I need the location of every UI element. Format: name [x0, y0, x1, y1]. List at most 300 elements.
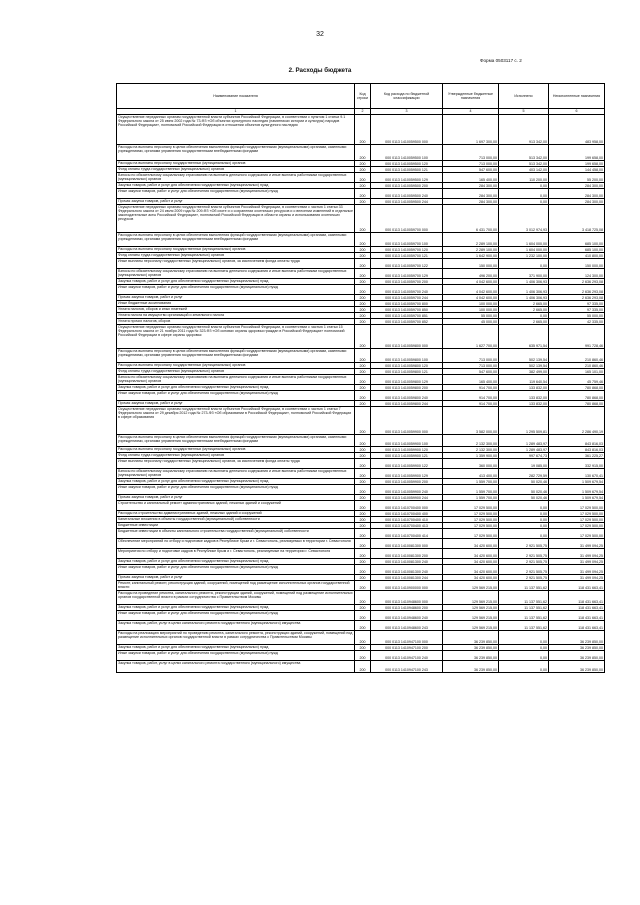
column-number: 6 [549, 109, 605, 115]
row-classification-cell: 000 0113 1410059700 122 [371, 259, 443, 269]
table-row [117, 611, 605, 621]
row-executed-cell: 1 604 000,00 [499, 233, 549, 247]
row-unexecuted-cell: 124 300,00 [549, 269, 605, 279]
table-row [117, 549, 605, 559]
table-row [117, 651, 605, 661]
row-code-cell: 200 [355, 591, 371, 605]
row-code-cell: 200 [355, 145, 371, 161]
row-approved-cell: 4 042 600,00 [443, 295, 499, 301]
row-classification-cell: 000 0113 1410059800 240 [371, 391, 443, 401]
row-approved-cell: 3 582 000,00 [443, 407, 499, 435]
row-executed-cell: 2 921 505,75 [499, 549, 549, 559]
row-executed-cell: 50 020,46 [499, 495, 549, 501]
row-executed-cell: 11 137 551,62 [499, 581, 549, 591]
column-number: 5 [499, 109, 549, 115]
row-approved-cell: 914 700,00 [443, 385, 499, 391]
header-code: Код строки [355, 84, 371, 109]
row-unexecuted-cell: 97 335,00 [549, 307, 605, 313]
row-classification-cell: 000 0113 1410059700 129 [371, 269, 443, 279]
row-unexecuted-cell: 3 418 725,08 [549, 205, 605, 233]
row-unexecuted-cell: 210 860,46 [549, 349, 605, 363]
row-classification-cell: 000 0113 1410059900 244 [371, 495, 443, 501]
row-approved-cell: 284 300,00 [443, 189, 499, 199]
table-row [117, 269, 605, 279]
row-unexecuted-cell: 42 335,00 [549, 319, 605, 325]
row-executed-cell: 502 139,54 [499, 349, 549, 363]
header-classification: Код расхода по бюджетной классификации [371, 84, 443, 109]
row-unexecuted-cell: 2 636 293,08 [549, 285, 605, 295]
row-unexecuted-cell: 1 509 679,54 [549, 479, 605, 485]
table-row [117, 459, 605, 469]
row-name-cell: Закупка товаров, работ, услуг в целях капитального ремонта государственного (муниципального) имущества [117, 621, 355, 631]
table-row [117, 233, 605, 247]
row-approved-cell: 129 569 215,00 [443, 591, 499, 605]
row-approved-cell: 36 239 850,00 [443, 631, 499, 645]
row-name-cell: Иные закупки товаров, работ и услуг для обеспечения государственных (муниципальных) нужд [117, 651, 355, 661]
row-name-cell: Расходы на выплаты персоналу в целях обеспечения выполнения функций государственными (муниципальными) органами, казенными учреждениями, органами управления государственными внебюджетными фондами [117, 145, 355, 161]
row-approved-cell: 284 300,00 [443, 199, 499, 205]
row-classification-cell: 000 0113 1410059900 000 [371, 407, 443, 435]
row-classification-cell: 000 0113 1410081300 200 [371, 549, 443, 559]
row-unexecuted-cell: 1 509 679,54 [549, 495, 605, 501]
row-code-cell: 200 [355, 559, 371, 565]
row-code-cell: 200 [355, 453, 371, 459]
row-classification-cell: 000 0113 1410947100 243 [371, 661, 443, 673]
row-approved-cell: 1 559 700,00 [443, 479, 499, 485]
row-classification-cell: 000 0113 1410700400 410 [371, 517, 443, 523]
row-classification-cell: 000 0113 1410081300 000 [371, 539, 443, 549]
row-classification-cell: 000 0113 1410059700 850 [371, 307, 443, 313]
row-name-cell: Обеспечение мероприятий по отбору и подготовке кадров в Республике Крым и г. Севастополь, реализуемых в территории г. Севастополя [117, 539, 355, 549]
row-approved-cell: 1 627 700,00 [443, 325, 499, 349]
row-name-cell: Мероприятия по отбору и подготовке кадров в Республике Крым и г. Севастополь, реализуемые на территории г. Севастополя [117, 549, 355, 559]
row-unexecuted-cell: 2 636 293,08 [549, 295, 605, 301]
table-row [117, 581, 605, 591]
row-executed-cell: 1 295 509,81 [499, 407, 549, 435]
row-classification-cell: 000 0113 1410059700 200 [371, 279, 443, 285]
row-approved-cell: 129 569 215,00 [443, 621, 499, 631]
row-approved-cell: 34 420 600,00 [443, 539, 499, 549]
row-approved-cell: 129 569 215,00 [443, 605, 499, 611]
row-approved-cell: 17 029 500,00 [443, 523, 499, 529]
row-name-cell: Расходы на выплаты персоналу государственных (муниципальных) органов [117, 161, 355, 167]
table-row [117, 375, 605, 385]
row-code-cell: 200 [355, 549, 371, 559]
row-classification-cell: 000 0113 1410059700 800 [371, 301, 443, 307]
row-unexecuted-cell: 31 499 094,25 [549, 539, 605, 549]
row-name-cell: Закупка товаров, работ и услуг для обеспечения государственных (муниципальных) нужд [117, 605, 355, 611]
row-code-cell: 200 [355, 247, 371, 253]
table-row [117, 349, 605, 363]
row-classification-cell: 000 0113 1410700400 413 [371, 523, 443, 529]
row-executed-cell: 110 200,00 [499, 173, 549, 183]
row-code-cell: 200 [355, 645, 371, 651]
row-unexecuted-cell: 17 029 500,00 [549, 501, 605, 511]
column-number: 2 [355, 109, 371, 115]
row-code-cell: 200 [355, 459, 371, 469]
row-executed-cell: 0,00 [499, 517, 549, 523]
row-executed-cell: 513 342,00 [499, 161, 549, 167]
row-approved-cell: 2 132 300,00 [443, 435, 499, 447]
row-code-cell: 200 [355, 611, 371, 621]
row-code-cell: 200 [355, 385, 371, 391]
row-name-cell: Фонд оплаты труда государственных (муниципальных) органов [117, 453, 355, 459]
row-approved-cell: 129 569 215,00 [443, 611, 499, 621]
row-name-cell: Взносы по обязательному социальному страхованию на выплаты денежного содержания и иные выплаты работникам государственных (муниципальных) органов [117, 269, 355, 279]
table-row [117, 391, 605, 401]
row-executed-cell: 0,00 [499, 189, 549, 199]
row-unexecuted-cell: 410 800,00 [549, 253, 605, 259]
row-code-cell: 200 [355, 517, 371, 523]
table-row [117, 529, 605, 539]
row-code-cell: 200 [355, 529, 371, 539]
row-unexecuted-cell: 199 658,00 [549, 145, 605, 161]
row-code-cell: 200 [355, 253, 371, 259]
row-unexecuted-cell: 284 300,00 [549, 183, 605, 189]
row-name-cell: Расходы на выплаты персоналу в целях обеспечения выполнения функций государственными (муниципальными) органами, казенными учреждениями, органами управления государственными внебюджетными фондами [117, 233, 355, 247]
row-unexecuted-cell: 118 431 663,41 [549, 605, 605, 611]
row-name-cell: Закупка товаров, работ, услуг в целях капитального ремонта государственного (муниципального) имущества [117, 661, 355, 673]
row-code-cell: 200 [355, 539, 371, 549]
row-executed-cell: 282 729,59 [499, 469, 549, 479]
row-approved-cell: 36 239 850,00 [443, 651, 499, 661]
table-row [117, 145, 605, 161]
row-name-cell: Закупка товаров, работ и услуг для обеспечения государственных (муниципальных) нужд [117, 279, 355, 285]
row-classification-cell: 000 0113 1410059800 129 [371, 375, 443, 385]
row-code-cell: 200 [355, 319, 371, 325]
row-classification-cell: 000 0113 1410059800 244 [371, 401, 443, 407]
row-executed-cell: 0,00 [499, 511, 549, 517]
header-approved: Утвержденные бюджетные назначения [443, 84, 499, 109]
row-code-cell: 200 [355, 501, 371, 511]
row-executed-cell: 0,00 [499, 651, 549, 661]
row-name-cell: Расходы на строительство административных зданий, нежилых зданий и сооружений [117, 511, 355, 517]
row-name-cell: Расходы на выплаты персоналу в целях обеспечения выполнения функций государственными (муниципальными) органами, казенными учреждениями, органами управления государственными внебюджетными фондами [117, 349, 355, 363]
row-approved-cell: 17 029 500,00 [443, 511, 499, 517]
row-unexecuted-cell: 36 239 850,00 [549, 651, 605, 661]
row-approved-cell: 914 700,00 [443, 401, 499, 407]
row-approved-cell: 1 559 700,00 [443, 495, 499, 501]
row-unexecuted-cell: 31 499 094,25 [549, 549, 605, 559]
table-row [117, 661, 605, 673]
row-code-cell: 200 [355, 631, 371, 645]
row-executed-cell: 11 137 551,62 [499, 591, 549, 605]
row-code-cell: 200 [355, 565, 371, 575]
table-row [117, 173, 605, 183]
row-code-cell: 200 [355, 269, 371, 279]
row-classification-cell: 000 0113 1410059900 200 [371, 479, 443, 485]
row-classification-cell: 000 0113 1410059500 121 [371, 167, 443, 173]
row-executed-cell: 1 232 100,00 [499, 253, 549, 259]
row-name-cell: Ремонт, капитальный ремонт, реконструкция зданий, сооружений, помещений под размещение исполнительных органов государственной власти [117, 581, 355, 591]
row-name-cell: Расходы на выплаты персоналу в целях обеспечения выполнения функций государственными (муниципальными) органами, казенными учреждениями, органами управления государственными внебюджетными фондами [117, 435, 355, 447]
row-code-cell: 200 [355, 259, 371, 269]
row-code-cell: 200 [355, 511, 371, 517]
row-code-cell: 200 [355, 279, 371, 285]
row-executed-cell: 133 832,00 [499, 391, 549, 401]
row-code-cell: 200 [355, 307, 371, 313]
row-unexecuted-cell: 130 670,41 [549, 469, 605, 479]
row-unexecuted-cell: 2 286 490,19 [549, 407, 605, 435]
row-unexecuted-cell: 332 915,00 [549, 459, 605, 469]
row-name-cell: Уплата налога на имущество организаций и земельного налога [117, 313, 355, 319]
row-executed-cell: 502 139,54 [499, 363, 549, 369]
row-executed-cell: 1 289 483,97 [499, 435, 549, 447]
row-name-cell: Закупка товаров, работ и услуг для обеспечения государственных (муниципальных) нужд [117, 385, 355, 391]
row-classification-cell: 000 0113 1410059700 852 [371, 319, 443, 325]
row-classification-cell: 000 0113 1410059900 129 [371, 469, 443, 479]
row-unexecuted-cell: 199 658,00 [549, 161, 605, 167]
row-approved-cell: 34 420 600,00 [443, 575, 499, 581]
row-classification-cell: 000 0113 1410947100 200 [371, 645, 443, 651]
row-classification-cell: 000 0113 1410059700 100 [371, 233, 443, 247]
row-unexecuted-cell: 55 000,00 [549, 313, 605, 319]
row-name-cell: Фонд оплаты труда государственных (муниципальных) органов [117, 369, 355, 375]
table-body [117, 115, 605, 673]
row-executed-cell: 2 921 505,75 [499, 559, 549, 565]
row-classification-cell: 000 0113 1410700400 000 [371, 501, 443, 511]
row-executed-cell: 382 499,00 [499, 369, 549, 375]
row-classification-cell: 000 0113 1410059500 244 [371, 199, 443, 205]
row-code-cell: 200 [355, 233, 371, 247]
row-approved-cell: 100 000,00 [443, 301, 499, 307]
row-approved-cell: 45 000,00 [443, 319, 499, 325]
row-unexecuted-cell: 118 431 663,41 [549, 581, 605, 591]
row-code-cell: 200 [355, 167, 371, 173]
row-unexecuted-cell: 118 431 663,41 [549, 591, 605, 605]
row-approved-cell: 2 289 100,00 [443, 233, 499, 247]
row-approved-cell: 55 000,00 [443, 313, 499, 319]
row-approved-cell: 413 400,00 [443, 469, 499, 479]
table-header-row [117, 84, 605, 109]
row-name-cell: Иные закупки товаров, работ и услуг для обеспечения государственных (муниципальных) нужд [117, 285, 355, 295]
table-row [117, 621, 605, 631]
row-code-cell: 200 [355, 115, 371, 145]
table-row [117, 189, 605, 199]
table-row [117, 259, 605, 269]
section-title: 2. Расходы бюджета [288, 67, 352, 74]
row-executed-cell: 0,00 [499, 259, 549, 269]
row-code-cell: 200 [355, 581, 371, 591]
row-executed-cell: 2 921 505,75 [499, 575, 549, 581]
row-name-cell: Фонд оплаты труда государственных (муниципальных) органов [117, 167, 355, 173]
row-name-cell: Иные закупки товаров, работ и услуг для обеспечения государственных (муниципальных) нужд [117, 485, 355, 495]
row-code-cell: 200 [355, 605, 371, 611]
row-unexecuted-cell: 210 860,46 [549, 363, 605, 369]
row-approved-cell: 713 000,00 [443, 363, 499, 369]
row-approved-cell: 2 132 300,00 [443, 447, 499, 453]
row-code-cell: 200 [355, 621, 371, 631]
row-classification-cell: 000 0113 1410081300 240 [371, 559, 443, 565]
table-row [117, 469, 605, 479]
row-name-cell: Закупка товаров, работ и услуг для обеспечения государственных (муниципальных) нужд [117, 645, 355, 651]
row-code-cell: 200 [355, 285, 371, 295]
row-executed-cell: 1 604 000,00 [499, 247, 549, 253]
row-unexecuted-cell: 361 225,27 [549, 453, 605, 459]
row-approved-cell: 547 600,00 [443, 369, 499, 375]
row-name-cell: Бюджетные инвестиции в объекты капитального строительства государственной (муниципальной) собственности [117, 529, 355, 539]
row-classification-cell: 000 0113 1410900000 000 [371, 581, 443, 591]
row-unexecuted-cell: 97 335,00 [549, 301, 605, 307]
header-unexecuted: Неисполненные назначения [549, 84, 605, 109]
row-code-cell: 200 [355, 485, 371, 495]
table-row [117, 325, 605, 349]
row-code-cell: 200 [355, 575, 371, 581]
row-name-cell: Закупка товаров, работ и услуг для обеспечения государственных (муниципальных) нужд [117, 183, 355, 189]
row-code-cell: 200 [355, 435, 371, 447]
row-unexecuted-cell: 45 759,46 [549, 375, 605, 385]
row-code-cell: 200 [355, 407, 371, 435]
row-name-cell: Осуществление переданных органам государственной власти субъектов Российской Федерации, в соответствии с частью 1 статьи 7 Федерального закона от 29 декабря 2012 года № 273-ФЗ «Об образовании в Российской Федерации», полномочий Российской Федерации в сфере образования [117, 407, 355, 435]
row-executed-cell: 11 137 551,62 [499, 605, 549, 611]
row-unexecuted-cell: 843 816,03 [549, 435, 605, 447]
row-name-cell: Расходы на выплаты персоналу государственных (муниципальных) органов [117, 363, 355, 369]
row-executed-cell: 119 640,54 [499, 375, 549, 385]
row-executed-cell: 0,00 [499, 661, 549, 673]
row-name-cell: Прочая закупка товаров, работ и услуг [117, 199, 355, 205]
table-row [117, 631, 605, 645]
row-code-cell: 200 [355, 325, 371, 349]
row-approved-cell: 34 420 600,00 [443, 565, 499, 575]
header-executed: Исполнено [499, 84, 549, 109]
row-name-cell: Капитальные вложения в объекты государственной (муниципальной) собственности [117, 517, 355, 523]
row-approved-cell: 17 029 500,00 [443, 501, 499, 511]
row-name-cell: Фонд оплаты труда государственных (муниципальных) органов [117, 253, 355, 259]
row-unexecuted-cell: 17 029 500,00 [549, 517, 605, 523]
row-unexecuted-cell: 991 728,46 [549, 325, 605, 349]
page-number: 32 [316, 31, 324, 38]
row-name-cell: Иные закупки товаров, работ и услуг для обеспечения государственных (муниципальных) нужд [117, 391, 355, 401]
row-classification-cell: 000 0113 1410059800 100 [371, 349, 443, 363]
row-unexecuted-cell: 150 000,00 [549, 259, 605, 269]
row-unexecuted-cell: 483 958,00 [549, 115, 605, 145]
row-classification-cell: 000 0113 1410947100 000 [371, 631, 443, 645]
table-row [117, 591, 605, 605]
row-unexecuted-cell: 31 499 094,25 [549, 559, 605, 565]
row-executed-cell: 0,00 [499, 631, 549, 645]
table-row [117, 435, 605, 447]
row-classification-cell: 000 0113 1410948600 243 [371, 621, 443, 631]
row-classification-cell: 000 0113 1410700400 400 [371, 511, 443, 517]
row-unexecuted-cell: 685 100,00 [549, 233, 605, 247]
row-classification-cell: 000 0113 1410700400 414 [371, 529, 443, 539]
row-approved-cell: 4 042 600,00 [443, 285, 499, 295]
row-approved-cell: 1 359 900,00 [443, 453, 499, 459]
row-executed-cell: 2 921 505,75 [499, 565, 549, 575]
row-code-cell: 200 [355, 523, 371, 529]
row-approved-cell: 1 559 700,00 [443, 485, 499, 495]
row-unexecuted-cell: 17 029 500,00 [549, 523, 605, 529]
row-classification-cell: 000 0113 1410059500 120 [371, 161, 443, 167]
row-executed-cell: 0,00 [499, 199, 549, 205]
row-unexecuted-cell: 780 868,00 [549, 385, 605, 391]
row-unexecuted-cell: 685 100,00 [549, 247, 605, 253]
row-name-cell: Прочая закупка товаров, работ и услуг [117, 575, 355, 581]
row-code-cell: 200 [355, 391, 371, 401]
row-approved-cell: 284 300,00 [443, 183, 499, 189]
row-classification-cell: 000 0113 1410081300 244 [371, 575, 443, 581]
row-classification-cell: 000 0113 1410059800 120 [371, 363, 443, 369]
row-code-cell: 200 [355, 369, 371, 375]
row-executed-cell: 0,00 [499, 529, 549, 539]
row-approved-cell: 1 642 900,00 [443, 253, 499, 259]
row-classification-cell: 000 0113 1410947100 240 [371, 651, 443, 661]
row-unexecuted-cell: 2 636 293,08 [549, 279, 605, 285]
row-code-cell: 200 [355, 161, 371, 167]
row-executed-cell: 0,00 [499, 183, 549, 189]
row-classification-cell: 000 0113 1410059700 851 [371, 313, 443, 319]
row-name-cell: Строительство и капитальный ремонт административных зданий, нежилых зданий и сооружений [117, 501, 355, 511]
row-classification-cell: 000 0113 1410059500 240 [371, 189, 443, 199]
expenditure-table [116, 83, 605, 673]
row-classification-cell: 000 0113 1410059500 129 [371, 173, 443, 183]
row-executed-cell: 513 342,00 [499, 145, 549, 161]
row-code-cell: 200 [355, 295, 371, 301]
table-row [117, 539, 605, 549]
row-name-cell: Закупка товаров, работ и услуг для обеспечения государственных (муниципальных) нужд [117, 479, 355, 485]
row-name-cell: Расходы на реализацию мероприятий по проведению ремонта, капитального ремонта, реконструкции зданий, сооружений, помещений под размещение исполнительных органов государственной власти в рамках сотрудничества с Правительством Москвы [117, 631, 355, 645]
header-name: Наименование показателя [117, 84, 355, 109]
row-approved-cell: 547 600,00 [443, 167, 499, 173]
row-code-cell: 200 [355, 495, 371, 501]
row-approved-cell: 360 000,00 [443, 459, 499, 469]
row-executed-cell: 997 674,73 [499, 453, 549, 459]
row-classification-cell: 000 0113 1410059700 120 [371, 247, 443, 253]
row-name-cell: Бюджетные инвестиции [117, 523, 355, 529]
row-approved-cell: 914 700,00 [443, 391, 499, 401]
row-executed-cell: 0,00 [499, 645, 549, 651]
row-executed-cell: 1 289 483,97 [499, 447, 549, 453]
row-approved-cell: 129 569 215,00 [443, 581, 499, 591]
row-name-cell: Взносы по обязательному социальному страхованию на выплаты денежного содержания и иные выплаты работникам государственных (муниципальных) органов [117, 375, 355, 385]
row-approved-cell: 1 697 300,00 [443, 115, 499, 145]
row-unexecuted-cell: 36 239 850,00 [549, 661, 605, 673]
row-approved-cell: 17 029 500,00 [443, 517, 499, 523]
row-executed-cell: 11 137 551,62 [499, 621, 549, 631]
table-row [117, 565, 605, 575]
row-classification-cell: 000 0113 1410948600 200 [371, 605, 443, 611]
row-classification-cell: 000 0113 1410059900 100 [371, 435, 443, 447]
row-name-cell: Расходы на выплаты персоналу государственных (муниципальных) органов [117, 247, 355, 253]
row-unexecuted-cell: 118 431 663,41 [549, 611, 605, 621]
row-name-cell: Иные выплаты персоналу государственных (муниципальных) органов, за исключением фонда оплаты труда [117, 459, 355, 469]
row-unexecuted-cell: 17 029 500,00 [549, 511, 605, 517]
row-executed-cell: 0,00 [499, 523, 549, 529]
row-unexecuted-cell: 36 239 850,00 [549, 631, 605, 645]
row-name-cell: Иные закупки товаров, работ и услуг для обеспечения государственных (муниципальных) нужд [117, 611, 355, 621]
row-executed-cell: 1 406 306,93 [499, 279, 549, 285]
row-code-cell: 200 [355, 375, 371, 385]
row-unexecuted-cell: 780 868,00 [549, 391, 605, 401]
row-executed-cell: 3 012 974,93 [499, 205, 549, 233]
row-name-cell: Прочая закупка товаров, работ и услуг [117, 401, 355, 407]
row-name-cell: Прочая закупка товаров, работ и услуг [117, 295, 355, 301]
row-name-cell: Расходы на выплаты персоналу государственных (муниципальных) органов [117, 447, 355, 453]
row-code-cell: 200 [355, 479, 371, 485]
row-approved-cell: 165 400,00 [443, 375, 499, 385]
row-approved-cell: 36 239 850,00 [443, 661, 499, 673]
row-name-cell: Прочая закупка товаров, работ и услуг [117, 495, 355, 501]
row-name-cell: Иные бюджетные ассигнования [117, 301, 355, 307]
row-approved-cell: 36 239 850,00 [443, 645, 499, 651]
row-classification-cell: 000 0113 1410059700 000 [371, 205, 443, 233]
row-approved-cell: 17 029 500,00 [443, 529, 499, 539]
row-classification-cell: 000 0113 1410059700 240 [371, 285, 443, 295]
row-executed-cell: 0,00 [499, 313, 549, 319]
row-executed-cell: 2 665,00 [499, 319, 549, 325]
row-approved-cell: 713 000,00 [443, 161, 499, 167]
row-executed-cell: 133 832,00 [499, 401, 549, 407]
